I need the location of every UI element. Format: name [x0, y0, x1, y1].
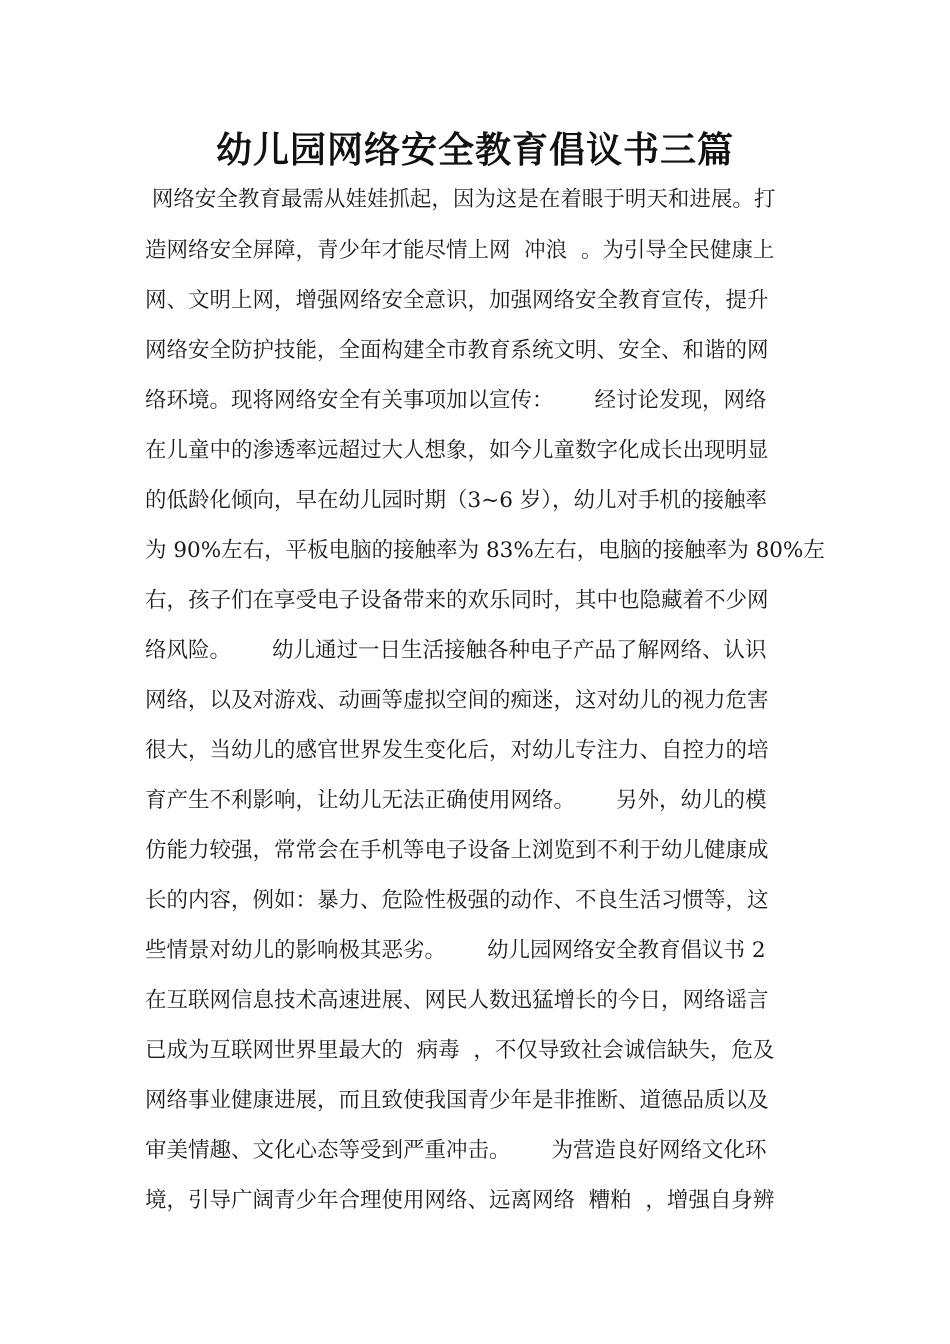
- body-line: 境，引导广阔青少年合理使用网络、远离网络 糟粕 ，增强自身辨: [145, 1188, 775, 1213]
- body-line: 在儿童中的渗透率远超过大人想象，如今儿童数字化成长出现明显: [145, 438, 769, 463]
- body-line: 网络安全防护技能，全面构建全市教育系统文明、安全、和谐的网: [145, 338, 769, 363]
- body-line: 网、文明上网，增强网络安全意识，加强网络安全教育宣传，提升: [145, 288, 769, 313]
- body-line: 育产生不利影响，让幼儿无法正确使用网络。 另外，幼儿的模: [145, 788, 767, 813]
- body-line: 网络事业健康进展，而且致使我国青少年是非推断、道德品质以及: [145, 1088, 769, 1113]
- document-title: 幼儿园网络安全教育倡议书三篇: [215, 130, 734, 171]
- body-line: 些情景对幼儿的影响极其恶劣。 幼儿园网络安全教育倡议书 2: [145, 938, 766, 963]
- body-line: 为 90%左右，平板电脑的接触率为 83%左右，电脑的接触率为 80%左: [145, 538, 825, 563]
- body-line: 已成为互联网世界里最大的 病毒 ，不仅导致社会诚信缺失，危及: [145, 1038, 775, 1063]
- body-line: 右，孩子们在享受电子设备带来的欢乐同时，其中也隐藏着不少网: [145, 588, 769, 613]
- body-line: 的低龄化倾向，早在幼儿园时期（3~6 岁），幼儿对手机的接触率: [145, 488, 767, 513]
- body-line: 络环境。现将网络安全有关事项加以宣传： 经讨论发现，网络: [145, 388, 767, 413]
- body-line: 仿能力较强，常常会在手机等电子设备上浏览到不利于幼儿健康成: [145, 838, 769, 863]
- body-line: 造网络安全屏障，青少年才能尽情上网 冲浪 。为引导全民健康上: [145, 238, 775, 263]
- body-line: 审美情趣、文化心态等受到严重冲击。 为营造良好网络文化环: [145, 1138, 767, 1163]
- body-line: 络风险。 幼儿通过一日生活接触各种电子产品了解网络、认识: [145, 638, 767, 663]
- body-line: 很大，当幼儿的感官世界发生变化后，对幼儿专注力、自控力的培: [145, 738, 769, 763]
- document-body: [145, 0, 825, 1213]
- body-line: 网络，以及对游戏、动画等虚拟空间的痴迷，这对幼儿的视力危害: [145, 688, 769, 713]
- body-line: 长的内容，例如：暴力、危险性极强的动作、不良生活习惯等，这: [145, 888, 769, 913]
- body-line: 网络安全教育最需从娃娃抓起，因为这是在着眼于明天和进展。打: [145, 187, 776, 212]
- body-line: 在互联网信息技术高速进展、网民人数迅猛增长的今日，网络谣言: [145, 988, 769, 1013]
